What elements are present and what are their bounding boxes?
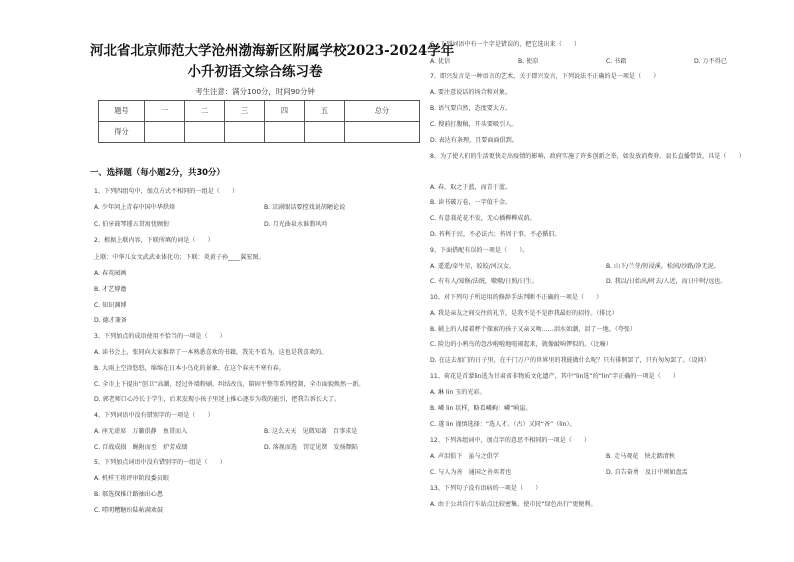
- score-table-score-row: [99, 122, 420, 143]
- score-input-cell[interactable]: [304, 122, 344, 143]
- option: D. 月光曲泉水谁翡风吟: [264, 221, 328, 228]
- question-line: 8、为了使人们的生活更快走出疫情的影响，政府实施了许多创新之举，如发放消费券、县长直播带货，具是（ ）: [430, 153, 745, 160]
- option: D. 自告奋勇 及日中则如盘盂: [606, 469, 688, 476]
- score-cell: 一: [145, 101, 185, 122]
- option: A. 由于公共自行车站点比较密集，使市民“绿色出行”更便利。: [430, 501, 597, 508]
- option: B. 走马观花 快走踏清秋: [606, 453, 675, 460]
- question-line: 12、下列各组词中，加点字的意思不相同的一项是（ ）: [430, 437, 591, 444]
- option: C. 险边的小鸦鸟的忽沙啦啦地喧闹起来，就像敲响锣似的。（比喻）: [430, 341, 612, 348]
- option: B. 读书破万卷，一字值千金。: [430, 199, 512, 206]
- question-line: 3、下列加点的成语使用不恰当的一项是（ ）: [94, 333, 226, 340]
- score-cell: 三: [224, 101, 264, 122]
- option: A. 少年问上青春中国中华烘烙: [94, 204, 176, 211]
- option: D. 表达有条理，且要面面俱到。: [430, 137, 518, 144]
- option: C. 搜前打腹稿，开头要吸引人。: [430, 121, 518, 128]
- score-table-header-row: [99, 101, 420, 122]
- score-cell: 题号: [99, 101, 145, 122]
- score-input-cell[interactable]: [224, 122, 264, 143]
- option: A. 声泪俱下 虽与之俱学: [430, 453, 499, 460]
- score-cell: 四: [264, 101, 304, 122]
- option: C. 知识渊博: [94, 302, 127, 309]
- option: A. 我是亲友之间交往的礼节，是我不是不是拒我最好的招待。（排比）: [430, 310, 618, 317]
- option: C. 有有人/知修/法统，嗷嗷/日照/日生。: [430, 278, 538, 285]
- option: C. 与人为善 通国之善奕者也: [430, 469, 512, 476]
- score-input-cell[interactable]: [264, 122, 304, 143]
- option: D. 落视而选 罚定见贤 发扬颓陷: [264, 444, 358, 451]
- option: B. 郝选探推计路抽出心患: [94, 491, 163, 498]
- question-line: 1、下列四组句中，加点方式不相同的一组是（ ）: [94, 188, 239, 195]
- option: D. 我以/日始出/时去/人近，而日中时/远也。: [606, 278, 727, 285]
- option: B. 山下/兰芽/短浸溪，松间/沙路/净无泥。: [606, 263, 720, 270]
- option: C. 有意栽花花不发，无心插柳柳成荫。: [430, 215, 536, 222]
- score-input-cell[interactable]: [184, 122, 224, 143]
- option: B. 京剧眼话要控戏说胡陋论说: [264, 204, 346, 211]
- option: A. 琳 lin 玉的光彩。: [430, 389, 486, 396]
- option: D. 在这去加门的日子里，在千门万户的世界里的我能做什么呢？只有徘徊罢了，只有匆匆罢了。（设问）: [430, 357, 710, 364]
- question-line: 2、根据上联内容，下联所填的词是（ ）: [94, 237, 214, 244]
- option: C. 书籍: [606, 58, 627, 65]
- option: B. 使凉: [518, 58, 539, 65]
- option: A. 春英园画: [94, 270, 127, 277]
- option: A. 优信: [430, 58, 451, 65]
- question-line: 10、对下列句子所运用的修辞手法判断不正确的一项是（ ）: [430, 294, 603, 301]
- option: C. 全市上下提出“创卫”高潮，经过外墙粉刷、纠结改良、陪固平整等系列控制，全市面貌焕然一新。: [94, 381, 365, 388]
- score-input-cell[interactable]: [145, 122, 185, 143]
- score-cell: 五: [304, 101, 344, 122]
- score-cell: 总分: [344, 101, 419, 122]
- exam-title-line2: 小升初语文综合练习卷: [187, 64, 323, 80]
- question-line: 9、下面搭配有误的一项是（ ）。: [430, 247, 529, 254]
- exam-title-line1: 河北省北京师范大学沧州渤海新区附属学校2023-2024学年: [90, 43, 455, 59]
- option: A. 读书会上，张同向大家推荐了一本熟悉喜欢的书籍，我先不看为，这也是我喜欢的。: [94, 349, 328, 356]
- option: D. 万不得已: [694, 58, 727, 65]
- option: C. 唠叨糟糖纷陆帖满欢鼓: [94, 507, 164, 514]
- option: D. 德才兼备: [94, 317, 127, 324]
- question-line: 13、下列句子没有语病的一项是（ ）: [430, 485, 542, 492]
- question-line: 11、荷花是首蒙lin选为甘肃省非物质文化遗产，其中“lin选”的“lin”字正确的一项是（ ）: [430, 373, 679, 380]
- option: B. 这么天天 见微知著 百事求是: [264, 428, 358, 435]
- option: B. 辅上的人接着秤个探索的孩子又亲又吻……泪水如潮，泪了一地。（夸张）: [430, 326, 637, 333]
- question-line: 上联：中华儿女文武武业体化功；下联：炎黄子孙____翼宏图。: [94, 254, 265, 261]
- option: B. 语气要自然，态度要大方。: [430, 105, 512, 112]
- question-line: 5、下列加点词语中没有错别字的一组是（ ）: [94, 459, 226, 466]
- score-table: [98, 100, 420, 143]
- exam-notice: 考生注意：满分100分，时间90分钟: [195, 87, 315, 96]
- option: B. 嶙 lin 状样，略看嶙峋：嶙“响崖。: [430, 405, 532, 412]
- option: C. 伯牙鼓琴锺五贯寓忧顾衔: [94, 221, 170, 228]
- score-input-cell[interactable]: [344, 122, 419, 143]
- option: C. 百战成损 蝇附而至 炉芳成绩: [94, 444, 188, 451]
- option: D. 郭老师口心冷长于学生，后来发现小孩子里迷上推心逐步为我的能引，把我告诉长大了。: [94, 396, 341, 403]
- question-line: 4、下列词语中没有错别字的一项是（ ）: [94, 412, 214, 419]
- option: A. 春，取之于蓝，而青于蓝。: [430, 184, 512, 191]
- option: B. 大雨上空涂悠悠，绵绵在日本小鸟化的景象，在这个春天不寒有春。: [94, 365, 285, 372]
- option: A. 要注意说话的场合和对象。: [430, 89, 512, 96]
- option: B. 才艺傳澹: [94, 286, 127, 293]
- option: A. 机样王将评审阶段委员眼: [94, 475, 169, 482]
- option: C. 遂 lin 谨慎选择：“选人才。（古）又同“吝”（lin）。: [430, 421, 576, 428]
- score-cell: 二: [184, 101, 224, 122]
- question-line: 6、下列词语中有一个字是错误的，把它选出来（ ）: [430, 41, 581, 48]
- question-line: 7、即兴发言是一种语言的艺术，关于即兴发言，下列说法不正确的是一项是（ ）: [430, 73, 660, 80]
- option: A. 座无虚席 万籁俱静 鱼贯而入: [94, 428, 188, 435]
- section-heading: 一、选择题（每小题2分，共30分）: [90, 167, 225, 177]
- option: D. 苔利于民，不必法古；苔周于事，不必循旧。: [430, 231, 561, 238]
- option: A. 遥遥/牵牛星，皎皎/河汉女。: [430, 263, 516, 270]
- score-cell: 得分: [99, 122, 145, 143]
